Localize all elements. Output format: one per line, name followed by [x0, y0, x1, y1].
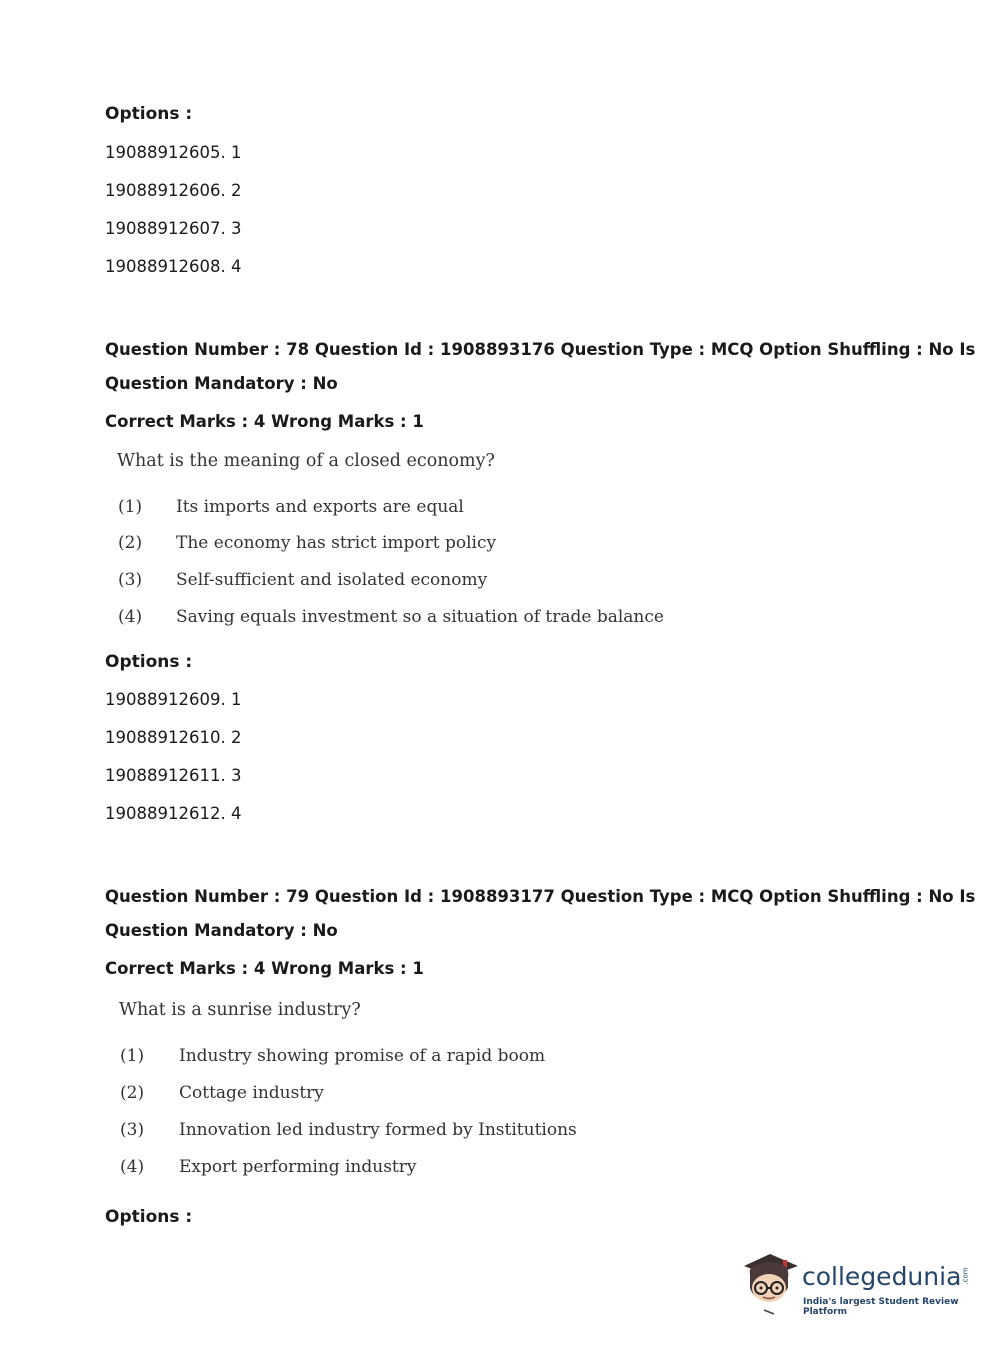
- choice-number: (1): [120, 1046, 145, 1066]
- choice-text: Industry showing promise of a rapid boom: [179, 1046, 546, 1066]
- choice-text: Innovation led industry formed by Institutions: [179, 1120, 577, 1140]
- choice-number: (2): [120, 1083, 145, 1103]
- choice-number: (2): [118, 533, 143, 553]
- question-text: What is a sunrise industry?: [119, 1000, 361, 1020]
- question-meta-line2: Question Mandatory : No: [105, 374, 338, 393]
- option-id: 19088912605. 1: [105, 143, 242, 162]
- option-id: 19088912607. 3: [105, 219, 242, 238]
- question-text: What is the meaning of a closed economy?: [117, 451, 495, 471]
- option-id: 19088912610. 2: [105, 728, 242, 747]
- choice-text: Its imports and exports are equal: [176, 497, 464, 517]
- options-label: Options :: [105, 1207, 193, 1227]
- option-id: 19088912606. 2: [105, 181, 242, 200]
- options-label: Options :: [105, 104, 193, 124]
- question-marks: Correct Marks : 4 Wrong Marks : 1: [105, 959, 424, 978]
- option-id: 19088912609. 1: [105, 690, 242, 709]
- option-id: 19088912612. 4: [105, 804, 242, 823]
- choice-number: (4): [120, 1157, 145, 1177]
- choice-number: (4): [118, 607, 143, 627]
- choice-text: Self-sufficient and isolated economy: [176, 570, 488, 590]
- question-meta-line2: Question Mandatory : No: [105, 921, 338, 940]
- choice-text: Cottage industry: [179, 1083, 324, 1103]
- question-meta-line1: Question Number : 78 Question Id : 1908893176 Question Type : MCQ Option Shuffling : No Is: [105, 340, 976, 359]
- choice-text: Saving equals investment so a situation of trade balance: [176, 607, 664, 627]
- choice-number: (1): [118, 497, 143, 517]
- collegedunia-mascot-icon: [740, 1248, 802, 1320]
- logo-tagline: India's largest Student Review Platform: [803, 1297, 959, 1317]
- option-id: 19088912611. 3: [105, 766, 242, 785]
- question-marks: Correct Marks : 4 Wrong Marks : 1: [105, 412, 424, 431]
- choice-number: (3): [120, 1120, 145, 1140]
- logo-wordmark: collegedunia: [802, 1262, 962, 1291]
- logo-suffix: .com: [961, 1267, 970, 1285]
- question-meta-line1: Question Number : 79 Question Id : 1908893177 Question Type : MCQ Option Shuffling : No Is: [105, 887, 976, 906]
- choice-text: Export performing industry: [179, 1157, 417, 1177]
- options-label: Options :: [105, 652, 193, 672]
- option-id: 19088912608. 4: [105, 257, 242, 276]
- choice-number: (3): [118, 570, 143, 590]
- choice-text: The economy has strict import policy: [176, 533, 497, 553]
